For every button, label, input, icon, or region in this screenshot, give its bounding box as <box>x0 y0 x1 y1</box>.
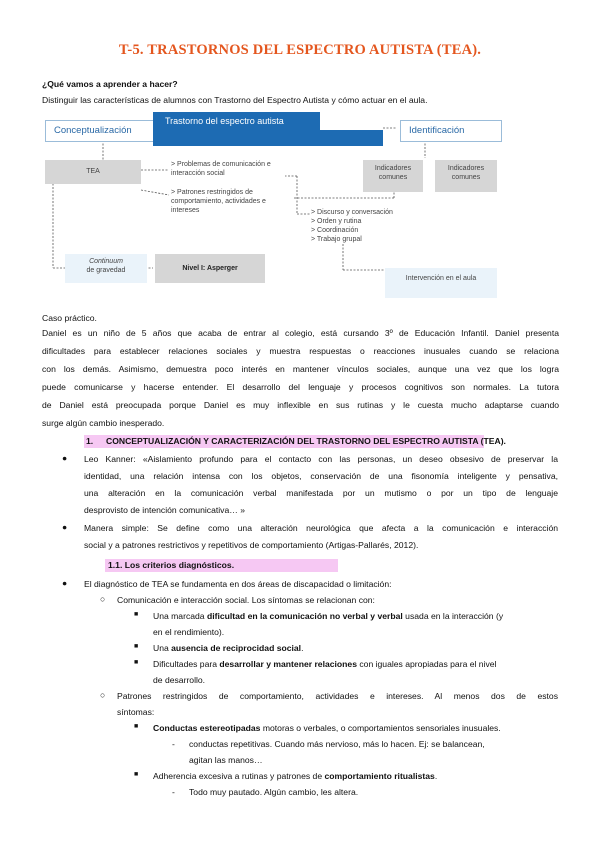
caso-line: Daniel es un niño de 5 años que acaba de entrar al colegio, está cursando 3º de Educación Infantil. Daniel presenta <box>42 328 559 338</box>
item1-line2: en el rendimiento). <box>153 627 225 637</box>
intervencion-box: Intervención en el aula <box>385 268 497 298</box>
comunicacion-text: Comunicación e interacción social. Los síntomas se relacionan con: <box>117 595 375 605</box>
item3-bold: desarrollar y mantener relaciones <box>219 659 357 669</box>
intro-question: ¿Qué vamos a aprender a hacer? <box>42 79 178 89</box>
item2-post: . <box>301 643 304 653</box>
section1-title: CONCEPTUALIZACIÓN Y CARACTERIZACIÓN DEL TRASTORNO DEL ESPECTRO AUTISTA (TEA). <box>106 436 506 446</box>
item3-line1 <box>153 659 497 670</box>
tea-banner: Trastorno del espectro autista <box>153 112 320 130</box>
caso-line: puede comunicarse y hacerse entender. El desarrollo del lenguaje y procesos cognitivos son normales. La tutora <box>42 382 559 392</box>
simple-line: social y a patrones restrictivos y repetitivos de comportamiento (Artigas-Pallarés, 2012). <box>84 540 419 550</box>
intro-text: Distinguir las características de alumnos con Trastorno del Espectro Autista y cómo actuar en el aula. <box>42 95 428 105</box>
asperger-box: Nivel I: Asperger <box>155 254 265 283</box>
conceptualizacion-header: Conceptualización <box>45 120 160 142</box>
identificacion-header: Identificación <box>400 120 502 142</box>
item2-pre: Una <box>153 643 172 653</box>
indicadores-box-1: Indicadores comunes <box>363 160 423 192</box>
repetitivas-line1: conductas repetitivas. Cuando más nervioso, más lo hacen. Ej: se balancean, <box>189 739 485 749</box>
kanner-line: identidad, una relación intensa con los objetos, conservación de una fisonomía inteligente y pensativa, <box>84 471 558 481</box>
continuum-label: Continuum <box>89 258 123 265</box>
item1-bold: dificultad en la comunicación no verbal y verbal <box>206 611 403 621</box>
item1-pre: Una marcada <box>153 611 207 621</box>
square-bullet-icon: ■ <box>134 643 139 650</box>
patrones-line1: Patrones restringidos de comportamiento, actividades e intereses. Al menos dos de estos <box>117 691 558 701</box>
square-bullet-icon: ■ <box>134 771 139 778</box>
problemas-item: > Problemas de comunicación e interacción social <box>171 161 271 177</box>
list-item: > Discurso y conversación <box>311 209 393 216</box>
bullet-icon: ● <box>62 578 68 588</box>
diagnostico-text: El diagnóstico de TEA se fundamenta en dos áreas de discapacidad o limitación: <box>84 579 392 589</box>
patrones-line2: síntomas: <box>117 707 155 717</box>
item1-line1 <box>153 611 503 622</box>
list-item: > Coordinación <box>311 227 359 234</box>
item3-pre: Dificultades para <box>153 659 220 669</box>
list-item: > Trabajo grupal <box>311 236 362 243</box>
caso-heading: Caso práctico. <box>42 313 97 323</box>
gravedad-label: de gravedad <box>86 267 126 274</box>
kanner-line: una alteración en la comunicación verbal manifestada por un mutismo o por un tipo de lenguaje <box>84 488 558 498</box>
item2 <box>153 643 303 654</box>
page-title: T-5. TRASTORNOS DEL ESPECTRO AUTISTA (TEA). <box>118 42 482 58</box>
repetitivas-line2: agitan las manos… <box>189 755 263 765</box>
dash-bullet-icon: - <box>172 739 175 749</box>
item2-bold: ausencia de reciprocidad social <box>171 643 302 653</box>
section1-number: 1. <box>86 436 94 446</box>
adherencia-line <box>153 771 437 782</box>
caso-line: con los demás. Asimismo, demuestra poco interés en mantener vínculos sociales, aunque una vez que los logra <box>42 364 559 374</box>
bullet-icon: ● <box>62 522 68 532</box>
list-item: > Orden y rutina <box>311 218 362 225</box>
bullet-icon: ● <box>62 453 68 463</box>
conductas-bold: Conductas estereotipadas <box>153 723 261 733</box>
continuum-box <box>65 254 147 283</box>
kanner-line: Leo Kanner: «Aislamiento profundo para el contacto con las personas, un deseo obsesivo de preservar la <box>84 454 558 464</box>
section11-title: 1.1. Los criterios diagnósticos. <box>108 560 235 570</box>
item1-post: usada en la interacción (y <box>402 611 504 621</box>
adherencia-bold: comportamiento ritualistas <box>324 771 435 781</box>
conductas-line <box>153 723 501 734</box>
circle-bullet-icon: ○ <box>100 690 106 700</box>
simple-line: Manera simple: Se define como una alteración neurológica que afecta a la comunicación e interacción <box>84 523 558 533</box>
indicadores-box-2: Indicadores comunes <box>435 160 497 192</box>
square-bullet-icon: ■ <box>134 723 139 730</box>
item3-post: con iguales apropiadas para el nivel <box>356 659 497 669</box>
tea-box: TEA <box>45 160 141 184</box>
adherencia-post: . <box>434 771 438 781</box>
patrones-item: > Patrones restringidos de comportamiento, actividades e intereses <box>171 189 266 214</box>
banner-underline <box>153 130 383 146</box>
adherencia-pre: Adherencia excesiva a rutinas y patrones de <box>153 771 325 781</box>
circle-bullet-icon: ○ <box>100 594 106 604</box>
square-bullet-icon: ■ <box>134 611 139 618</box>
identificacion-list <box>311 208 401 244</box>
pautado-line: Todo muy pautado. Algún cambio, les altera. <box>189 787 359 797</box>
conductas-post: motoras o verbales, o comportamientos sensoriales inusuales. <box>260 723 501 733</box>
square-bullet-icon: ■ <box>134 659 139 666</box>
caso-line: dificultades para establecer relaciones sociales y muestra respuestas o reacciones inusuales cuando se relaciona <box>42 346 559 356</box>
concept-diagram <box>45 110 500 300</box>
dash-bullet-icon: - <box>172 787 175 797</box>
caso-line: de Daniel está preocupada porque Daniel es muy inflexible en sus rutinas y le cuesta mucho adaptarse cuando <box>42 400 559 410</box>
kanner-line: desprovisto de intención comunicativa… » <box>84 505 245 515</box>
item3-line2: de desarrollo. <box>153 675 206 685</box>
caso-line: surge algún cambio inesperado. <box>42 418 165 428</box>
